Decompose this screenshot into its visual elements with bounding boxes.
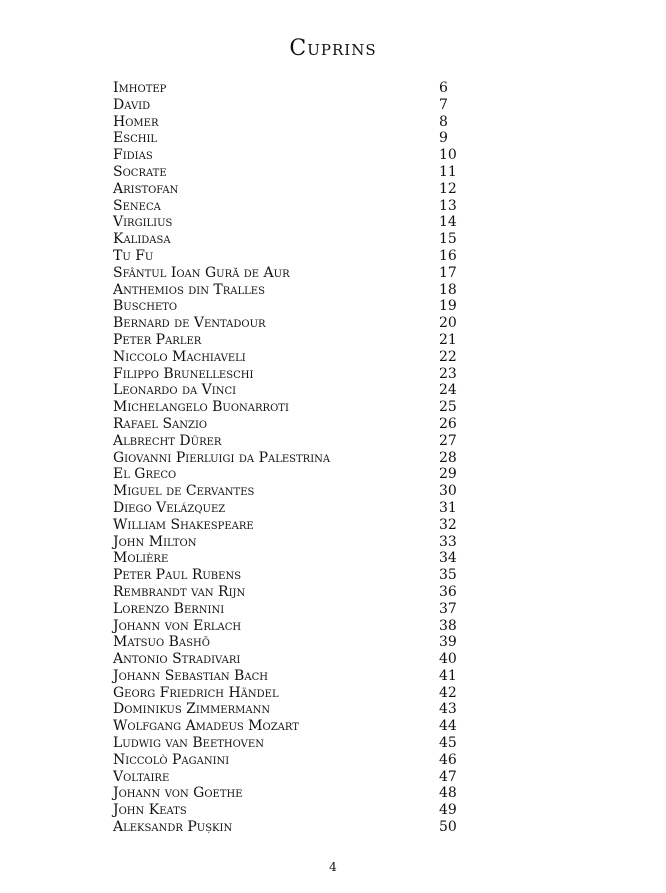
toc-entry-title: Giovanni Pierluigi da Palestrina [113,449,331,466]
toc-entry-page: 39 [439,634,457,651]
toc-entry [113,147,473,164]
toc-entry [113,584,473,601]
toc-entry-title: Michelangelo Buonarroti [113,399,289,416]
toc-entry-page: 17 [439,264,457,281]
toc-entry [113,550,473,567]
toc-entry-page: 40 [439,651,457,668]
toc-entry-page: 16 [439,247,457,264]
toc-entry-page: 24 [439,382,457,399]
toc-entry-page: 29 [439,466,457,483]
toc-entry [113,214,473,231]
toc-entry-page: 9 [439,130,448,147]
toc-entry-title: Johann von Erlach [113,617,242,634]
toc-entry-title: William Shakespeare [113,516,254,533]
toc-entry [113,114,473,131]
toc-entry [113,802,473,819]
toc-entry-page: 20 [439,315,457,332]
toc-entry-page: 25 [439,399,457,416]
toc-entry-title: Leonardo da Vinci [113,382,237,399]
toc-entry-title: Johann Sebastian Bach [113,667,268,684]
toc-entry-page: 34 [439,550,457,567]
toc-entry [113,315,473,332]
toc-entry [113,164,473,181]
toc-entry [113,265,473,282]
toc-entry-page: 36 [439,583,457,600]
toc-entry [113,651,473,668]
toc-entry [113,332,473,349]
toc-entry-title: Lorenzo Bernini [113,600,225,617]
toc-entry-page: 46 [439,751,457,768]
toc-entry-title: Seneca [113,197,161,214]
toc-entry-title: Filippo Brunelleschi [113,365,254,382]
toc-entry [113,248,473,265]
toc-entry-page: 33 [439,533,457,550]
toc-entry-page: 30 [439,483,457,500]
toc-entry-page: 18 [439,281,457,298]
toc-entry-page: 8 [439,113,448,130]
toc-entry-page: 27 [439,432,457,449]
toc-entry-page: 22 [439,348,457,365]
toc-entry [113,668,473,685]
toc-entry [113,97,473,114]
toc-entry-title: Albrecht Dürer [113,432,222,449]
toc-entry-title: Aleksandr Pușkin [113,819,233,836]
toc-entry-page: 12 [439,180,457,197]
toc-entry [113,366,473,383]
toc-entry-title: Georg Friedrich Händel [113,684,279,701]
toc-entry-title: Rembrandt van Rijn [113,583,246,600]
toc-entry [113,534,473,551]
toc-entry [113,685,473,702]
toc-entry-page: 15 [439,231,457,248]
toc-entry [113,416,473,433]
toc-entry-title: Peter Paul Rubens [113,567,242,584]
toc-entry-page: 41 [439,667,457,684]
toc-entry-title: Virgilius [113,214,173,231]
toc-entry-page: 42 [439,684,457,701]
toc-entry-title: El Greco [113,466,177,483]
toc-entry-title: Antonio Stradivari [113,651,241,668]
toc-entry-page: 47 [439,768,457,785]
toc-entry-title: Fidias [113,147,153,164]
toc-entry-page: 11 [439,163,457,180]
toc-entry-title: Wolfgang Amadeus Mozart [113,718,299,735]
toc-entry-page: 23 [439,365,457,382]
toc-entry-page: 13 [439,197,457,214]
toc-entry-page: 7 [439,96,448,113]
toc-entry-title: Socrate [113,163,167,180]
toc-entry [113,282,473,299]
toc-entry-title: Aristofan [113,180,179,197]
toc-entry-title: Homer [113,113,159,130]
toc-entry-title: Rafael Sanzio [113,415,208,432]
toc-entry [113,349,473,366]
toc-entry-title: Anthemios din Tralles [113,281,265,298]
toc-entry [113,769,473,786]
toc-entry-page: 19 [439,298,457,315]
toc-entry [113,567,473,584]
toc-entry-title: Diego Velázquez [113,499,226,516]
toc-entry-title: Tu Fu [113,247,154,264]
toc-entry-page: 49 [439,802,457,819]
toc-entry-title: John Keats [113,802,187,819]
toc-entry-title: Imhotep [113,80,167,96]
toc-entry-page: 35 [439,567,457,584]
toc-entry [113,130,473,147]
toc-entry-title: Sfântul Ioan Gură de Aur [113,264,290,281]
page-title: Cuprins [289,36,377,61]
toc-entry [113,382,473,399]
toc-entry-page: 38 [439,617,457,634]
toc-entry [113,785,473,802]
toc-entry-title: Dominikus Zimmermann [113,701,271,718]
toc-entry-title: Eschil [113,130,158,147]
toc-entry-page: 32 [439,516,457,533]
toc-entry [113,181,473,198]
toc-entry [113,433,473,450]
toc-entry-page: 37 [439,600,457,617]
toc-entry-title: Peter Parler [113,331,202,348]
toc-entry-title: Miguel de Cervantes [113,483,255,500]
toc-entry-page: 14 [439,214,457,231]
toc-entry-page: 6 [439,80,448,96]
toc-entry-page: 48 [439,785,457,802]
table-of-contents [113,80,473,836]
toc-entry-title: Matsuo Bashō [113,634,210,651]
toc-entry [113,601,473,618]
toc-entry-title: Kalidasa [113,231,171,248]
toc-entry [113,500,473,517]
toc-entry-page: 31 [439,499,457,516]
toc-entry [113,701,473,718]
toc-entry [113,735,473,752]
toc-entry-page: 21 [439,331,457,348]
toc-entry [113,718,473,735]
toc-entry [113,231,473,248]
toc-entry [113,198,473,215]
toc-entry-title: Niccolo Machiaveli [113,348,246,365]
toc-entry [113,618,473,635]
toc-entry-page: 28 [439,449,457,466]
toc-entry-title: Niccolò Paganini [113,751,230,768]
toc-entry [113,80,473,97]
toc-entry-title: Voltaire [113,768,170,785]
toc-entry [113,517,473,534]
toc-entry [113,450,473,467]
toc-entry [113,634,473,651]
toc-entry-title: Buscheto [113,298,178,315]
toc-entry-page: 44 [439,718,457,735]
toc-entry-page: 45 [439,735,457,752]
toc-entry-title: Johann von Goethe [113,785,243,802]
toc-entry [113,819,473,836]
toc-entry [113,483,473,500]
toc-entry-title: John Milton [113,533,197,550]
toc-entry-page: 26 [439,415,457,432]
toc-entry [113,466,473,483]
toc-entry [113,752,473,769]
toc-entry-page: 10 [439,147,457,164]
toc-entry-title: Ludwig van Beethoven [113,735,264,752]
toc-entry-page: 43 [439,701,457,718]
toc-entry-title: Molière [113,550,169,567]
toc-entry-title: Bernard de Ventadour [113,315,266,332]
toc-entry [113,298,473,315]
page-number: 4 [329,860,337,874]
toc-entry [113,399,473,416]
toc-entry-page: 50 [439,819,457,836]
toc-entry-title: David [113,96,151,113]
